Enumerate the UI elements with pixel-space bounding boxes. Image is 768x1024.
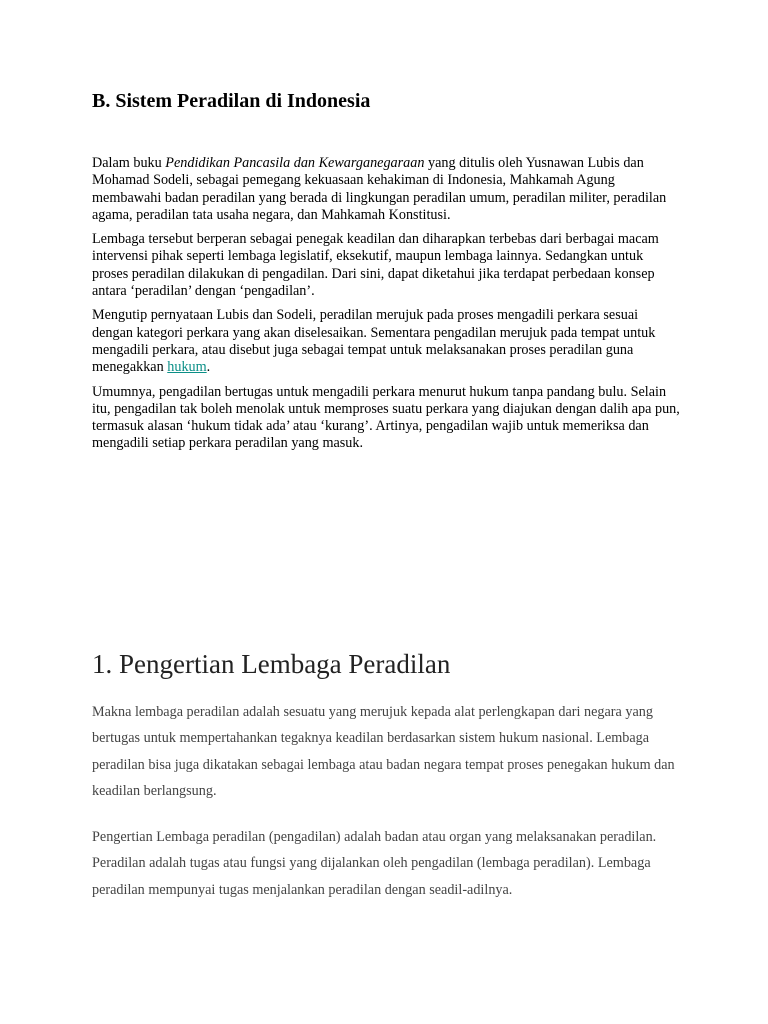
section-b-body bbox=[92, 155, 682, 453]
paragraph-text: Mengutip pernyataan Lubis dan Sodeli, peradilan merujuk pada proses mengadili perkara sesuai dengan kategori perkara yang akan diselesaikan. Sementara pengadilan merujuk pada tempat untuk mengadili perkara, atau disebut juga sebagai tempat untuk melaksanakan proses peradilan guna menegakkan bbox=[92, 307, 656, 376]
section-1-paragraph-2: Pengertian Lembaga peradilan (pengadilan) adalah badan atau organ yang melaksanakan peradilan. Peradilan adalah tugas atau fungsi yang dijalankan oleh pengadilan (lembaga peradilan). Lembaga peradilan mempunyai tugas menjalankan peradilan dengan seadil-adilnya. bbox=[92, 829, 657, 898]
section-pengertian-lembaga bbox=[92, 646, 682, 923]
section-b-paragraph-4: Umumnya, pengadilan bertugas untuk mengadili perkara menurut hukum tanpa pandang bulu. Selain itu, pengadilan tak boleh menolak untuk memproses suatu perkara yang diajukan dengan dalih apa pun, termasuk alasan ‘hukum tidak ada’ atau ‘kurang’. Artinya, pengadilan wajib untuk memeriksa dan mengadili setiap perkara peradilan yang masuk. bbox=[92, 383, 680, 452]
hukum-link[interactable]: hukum bbox=[167, 359, 207, 376]
section-1-paragraph-1: Makna lembaga peradilan adalah sesuatu yang merujuk kepada alat perlengkapan dari negara yang bertugas untuk mempertahankan tegaknya keadilan berdasarkan sistem hukum nasional. Lembaga peradilan bisa juga dikatakan sebagai lembaga atau badan negara tempat proses penegakan hukum dan keadilan berlangsung. bbox=[92, 704, 675, 799]
section-sistem-peradilan bbox=[92, 88, 682, 460]
paragraph-text: Dalam buku bbox=[92, 155, 166, 171]
section-b-paragraph-3 bbox=[92, 307, 682, 376]
paragraph-text: . bbox=[206, 359, 211, 376]
book-title: Pendidikan Pancasila dan Kewarganegaraan bbox=[165, 155, 425, 171]
paragraph-text: yang ditulis oleh Yusnawan Lubis dan Mohamad Sodeli, sebagai pemegang kekuasaan kehakiman di Indonesia, Mahkamah Agung membawahi badan peradilan yang berada di lingkungan peradilan umum, peradilan militer, peradilan agama, peradilan tata usaha negara, dan Mahkamah Konstitusi. bbox=[92, 155, 667, 223]
section-1-heading: 1. Pengertian Lembaga Peradilan bbox=[92, 649, 451, 679]
section-1-body bbox=[92, 699, 682, 903]
section-b-paragraph-1 bbox=[92, 155, 682, 224]
section-b-paragraph-2: Lembaga tersebut berperan sebagai penegak keadilan dan diharapkan terbebas dari berbagai macam intervensi pihak seperti lembaga legislatif, eksekutif, maupun lembaga lainnya. Sedangkan untuk proses peradilan dilakukan di pengadilan. Dari sini, dapat diketahui jika terdapat perbedaan konsep antara ‘peradilan’ dengan ‘pengadilan’. bbox=[92, 231, 659, 300]
section-b-heading: B. Sistem Peradilan di Indonesia bbox=[92, 90, 371, 112]
